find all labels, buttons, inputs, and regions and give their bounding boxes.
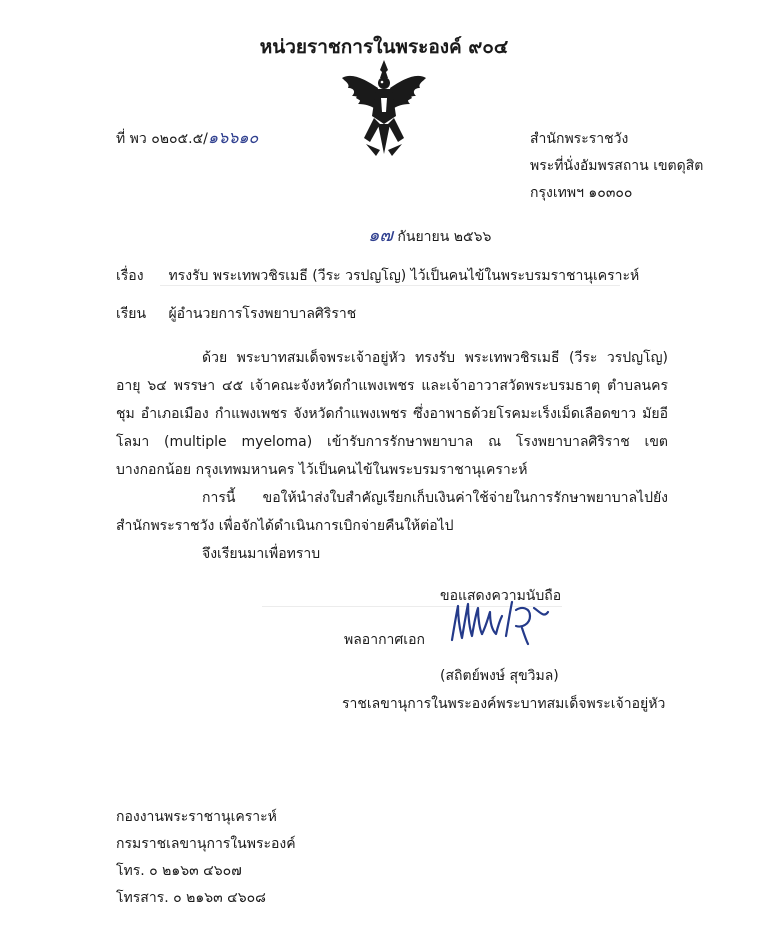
date-month-year: กันยายน ๒๕๖๖ (397, 229, 492, 245)
sender-address (530, 126, 703, 207)
footer-line: กองงานพระราชานุเคราะห์ (116, 809, 277, 825)
addressee-row (116, 304, 356, 324)
page-heading: หน่วยราชการในพระองค์ ๙๐๔ (259, 36, 509, 58)
sender-address-line: สำนักพระราชวัง (530, 131, 629, 147)
sender-address-line: พระที่นั่งอัมพรสถาน เขตดุสิต (530, 158, 704, 174)
footer-line: กรมราชเลขานุการในพระองค์ (116, 836, 296, 852)
garuda-emblem-icon (336, 58, 432, 160)
body-paragraph-1: ด้วย พระบาทสมเด็จพระเจ้าอยู่หัว ทรงรับ พระเทพวชิรเมธี (วีระ วรปญโญ) อายุ ๖๔ พรรษา ๔๕ เจ้าคณะจังหวัดกำแพงเพชร และเจ้าอาวาสวัดพระบรมธาตุ ตำบลนครชุม อำเภอเมือง กำแพงเพชร จังหวัดกำแพงเพชร ซึ่งอาพาธด้วยโรคมะเร็งเม็ดเลือดขาว มัยอีโลมา (multiple myeloma) เข้ารับการรักษาพยาบาล ณ โรงพยาบาลศิริราช เขตบางกอกน้อย กรุงเทพมหานคร ไว้เป็นคนไข้ในพระบรมราชานุเคราะห์ (116, 350, 668, 478)
subject-text: ทรงรับ พระเทพวชิรเมธี (วีระ วรปญโญ) ไว้เป็นคนไข้ในพระบรมราชานุเคราะห์ (168, 268, 640, 284)
footer-line: โทรสาร. ๐ ๒๑๖๓ ๔๖๐๘ (116, 890, 266, 906)
signer-title: ราชเลขานุการในพระองค์พระบาทสมเด็จพระเจ้าอยู่หัว (342, 696, 666, 712)
sign-off: ขอแสดงความนับถือ (440, 588, 562, 604)
body-paragraph-2: การนี้ ขอให้นำส่งใบสำคัญเรียกเก็บเงินค่าใช้จ่ายในการรักษาพยาบาลไปยังสำนักพระราชวัง เพื่อจักได้ดำเนินการเบิกจ่ายคืนให้ต่อไป (116, 490, 668, 534)
sender-address-line: กรุงเทพฯ ๑๐๓๐๐ (530, 185, 633, 201)
footer-contact (116, 804, 296, 912)
subject-row (116, 266, 639, 286)
signer-name: (สถิตย์พงษ์ สุขวิมล) (440, 668, 559, 684)
addressee-text: ผู้อำนวยการโรงพยาบาลศิริราช (168, 306, 357, 322)
reference-number-handwritten: ๑๖๖๑๐ (207, 128, 259, 147)
letter-date (368, 226, 491, 247)
signer-rank: พลอากาศเอก (344, 632, 425, 648)
date-day-handwritten: ๑๗ (368, 225, 393, 246)
closing-line: จึงเรียนมาเพื่อทราบ (202, 546, 321, 562)
subject-underline (160, 285, 620, 286)
addressee-label: เรียน (116, 306, 147, 322)
reference-number (116, 128, 258, 149)
footer-line: โทร. ๐ ๒๑๖๓ ๔๖๐๗ (116, 863, 242, 879)
reference-prefix: ที่ พว ๐๒๐๕.๕/ (116, 131, 208, 147)
subject-label: เรื่อง (116, 268, 144, 284)
handwritten-signature-icon (446, 598, 556, 646)
